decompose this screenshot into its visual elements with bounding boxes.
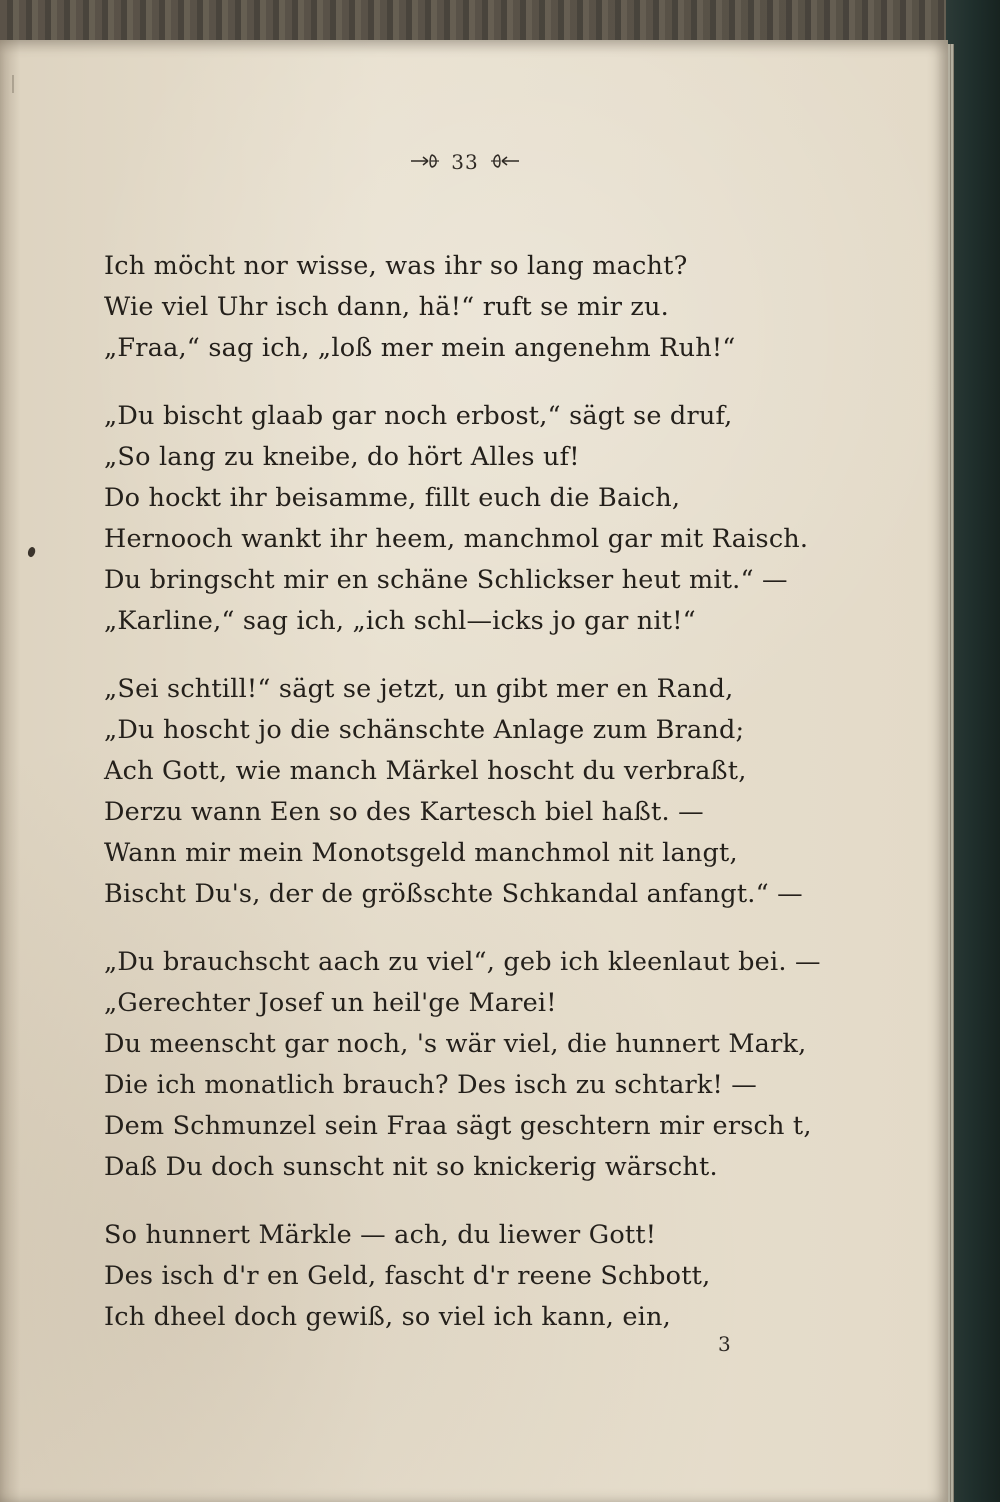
stanza-3 xyxy=(104,669,834,915)
green-book-cover xyxy=(946,0,1000,1502)
ornament-left-icon xyxy=(410,151,442,171)
poem-line: Do hockt ihr beisamme, fillt euch die Baich, xyxy=(104,483,681,513)
poem-line: Dem Schmunzel sein Fraa sägt geschtern mir ersch t, xyxy=(104,1111,812,1141)
poem-line: Du bringscht mir en schäne Schlickser heut mit.“ — xyxy=(104,565,788,595)
poem-line: Wann mir mein Monotsgeld manchmol nit langt, xyxy=(104,838,738,868)
poem-line: So hunnert Märkle — ach, du liewer Gott! xyxy=(104,1220,657,1250)
poem-line: „Gerechter Josef un heil'ge Marei! xyxy=(104,988,557,1018)
stanza-4 xyxy=(104,942,834,1188)
poem-line: „Du bischt glaab gar noch erbost,“ sägt se druf, xyxy=(104,401,733,431)
poem-line: Wie viel Uhr isch dann, hä!“ ruft se mir zu. xyxy=(104,292,669,322)
poem-line: Hernooch wankt ihr heem, manchmol gar mit Raisch. xyxy=(104,524,809,554)
poem-line: „Du brauchscht aach zu viel“, geb ich kleenlaut bei. — xyxy=(104,947,821,977)
poem-line: Die ich monatlich brauch? Des isch zu schtark! — xyxy=(104,1070,757,1100)
ornament-right-icon xyxy=(488,151,520,171)
poem-text xyxy=(104,246,834,1365)
top-binding xyxy=(0,0,1000,44)
stanza-5 xyxy=(104,1215,834,1338)
poem-line: „Karline,“ sag ich, „ich schl—icks jo gar nit!“ xyxy=(104,606,696,636)
paper-mark xyxy=(12,75,14,93)
poem-line: Ich möcht nor wisse, was ihr so lang macht? xyxy=(104,251,688,281)
stanza-2 xyxy=(104,396,834,642)
page-gutter-shadow xyxy=(0,40,20,1502)
page-header xyxy=(390,150,540,180)
poem-line: „Sei schtill!“ sägt se jetzt, un gibt mer en Rand, xyxy=(104,674,734,704)
poem-line: „Du hoscht jo die schänschte Anlage zum Brand; xyxy=(104,715,745,745)
poem-line: Derzu wann Een so des Kartesch biel haßt. — xyxy=(104,797,704,827)
book-page xyxy=(0,40,948,1502)
page-number: 33 xyxy=(451,150,479,174)
poem-line: Du meenscht gar noch, 's wär viel, die hunnert Mark, xyxy=(104,1029,807,1059)
ink-speck xyxy=(26,546,37,558)
poem-line: Bischt Du's, der de größschte Schkandal anfangt.“ — xyxy=(104,879,803,909)
ornament-right-icon-svg xyxy=(488,151,520,171)
signature-mark: 3 xyxy=(718,1332,731,1356)
poem-line: „Fraa,“ sag ich, „loß mer mein angenehm Ruh!“ xyxy=(104,333,736,363)
stanza-1 xyxy=(104,246,834,369)
ornament-left-icon-svg xyxy=(410,151,442,171)
poem-line: Daß Du doch sunscht nit so knickerig wärscht. xyxy=(104,1152,718,1182)
poem-line: Ich dheel doch gewiß, so viel ich kann, ein, xyxy=(104,1302,671,1332)
poem-line: „So lang zu kneibe, do hört Alles uf! xyxy=(104,442,580,472)
poem-line: Des isch d'r en Geld, fascht d'r reene Schbott, xyxy=(104,1261,711,1291)
poem-line: Ach Gott, wie manch Märkel hoscht du verbraßt, xyxy=(104,756,747,786)
